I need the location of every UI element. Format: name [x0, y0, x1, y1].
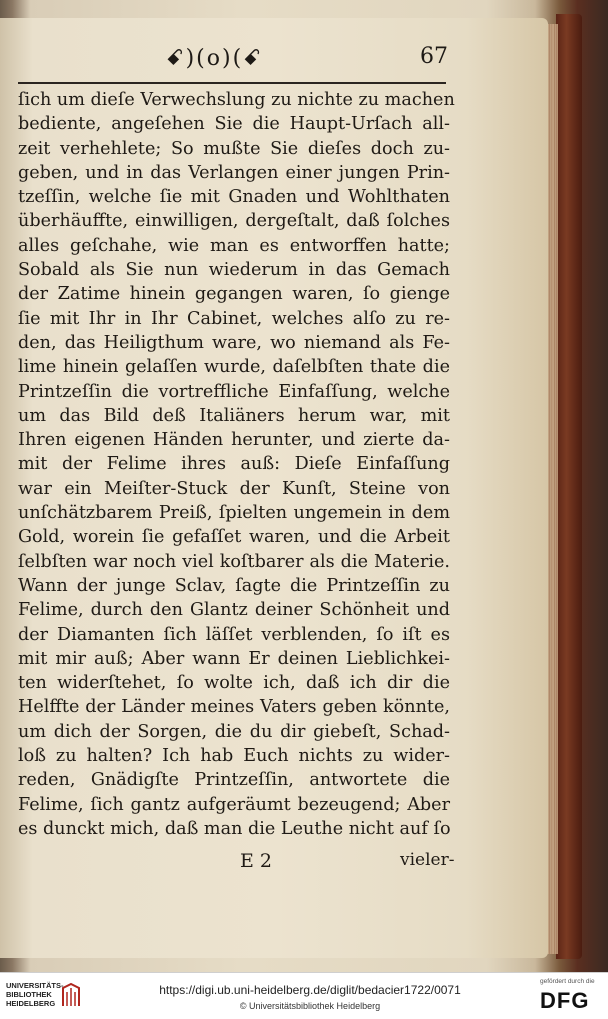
body-text	[18, 88, 455, 841]
text-line: lime hinein gelaſſen wurde, daſelbſten thate die	[18, 357, 450, 378]
book-cover-edge	[556, 14, 582, 959]
page-header	[18, 44, 448, 80]
text-line: es dunckt mich, daß man die Leuthe nicht auf ſo	[18, 818, 451, 839]
text-line: überhäuffte, einwilligen, dergeſtalt, daß ſolches	[18, 211, 450, 232]
text-line: Ihren eigenen Händen herunter, und zierte da-	[18, 430, 450, 451]
page-url-link[interactable]: https://digi.ub.uni-heidelberg.de/diglit/bedacier1722/0071	[159, 983, 461, 997]
text-line: mit der Felime ihres auß: Dieſe Einfaſſung	[18, 454, 450, 475]
text-line: Felime, ſich gantz aufgeräumt bezeugend; Aber	[18, 794, 450, 815]
text-line: ſie mit Ihr in Ihr Cabinet, welches alſo zu re-	[18, 308, 450, 329]
catchword: vieler-	[400, 850, 455, 870]
text-line: Gold, worein ſie gefaſſet waren, und die Arbeit	[18, 527, 450, 548]
text-line: Sobald als Sie nun wiederum in das Gemach	[18, 260, 450, 281]
page-number: 67	[420, 44, 448, 69]
funder-note: gefördert durch die	[540, 978, 595, 985]
text-line: Wann der junge Sclav, ſagte die Printzeſſin zu	[18, 575, 450, 596]
text-line: geben, und in das Verlangen einer jungen Prin-	[18, 162, 450, 183]
text-line: tzeſſin, welche ſie mit Gnaden und Wohlthaten	[18, 187, 450, 208]
viewer-footer-bar	[0, 972, 608, 1019]
header-ornament: ꗃ)(o)(ꗃ	[166, 46, 263, 71]
text-line: bediente, angeſehen Sie die Haupt-Urſach all-	[18, 114, 450, 135]
text-line: der Diamanten ſich läſſet verblenden, ſo iſt es	[18, 624, 450, 645]
dfg-logo[interactable]: DFG	[540, 988, 590, 1013]
text-line: der Zatime hinein gegangen waren, ſo gienge	[18, 284, 450, 305]
text-line: Felime, durch den Glantz deiner Schönheit und	[18, 600, 450, 621]
text-line: Helffte der Länder meines Vaters geben könnte,	[18, 697, 450, 718]
text-line: um das Bild deß Italiäners herum war, mit	[18, 405, 450, 426]
text-line: war ein Meiſter-Stuck der Kunſt, Steine von	[18, 478, 450, 499]
signature-mark: E 2	[240, 850, 272, 872]
text-line: alles geſchahe, wie man es entworffen hatte;	[18, 235, 450, 256]
header-rule	[18, 82, 446, 84]
text-line: ſich um dieſe Verwechslung zu nichte zu machen	[18, 90, 455, 110]
text-line: unſchätzbarem Preiß, ſpielten ungemein in dem	[18, 503, 450, 524]
text-line: zeit verhehlete; So mußte Sie dieſes doch zu-	[18, 138, 450, 159]
text-line: den, das Heiligthum ware, wo niemand als Fe-	[18, 332, 450, 353]
copyright-text: © Universitätsbibliothek Heidelberg	[239, 1001, 381, 1011]
text-line: Printzeſſin die vortreffliche Einfaſſung, welche	[18, 381, 450, 402]
text-line: mit mir auß; Aber wann Er deinen Lieblichkei-	[18, 648, 450, 669]
text-line: ten widerſtehet, ſo wolte ich, daß ich dir die	[18, 673, 450, 694]
library-emblem-icon	[60, 982, 82, 1008]
text-line: ſelbſten war noch viel koſtbarer als die Materie.	[18, 551, 450, 572]
text-line: loß zu halten? Ich hab Euch nichts zu wider-	[18, 746, 450, 767]
text-line: um dich der Sorgen, die du dir giebeſt, Schad-	[18, 721, 450, 742]
text-line: reden, Gnädigſte Printzeſſin, antwortete die	[18, 770, 450, 791]
library-logo-text: UNIVERSITÄTS- BIBLIOTHEK HEIDELBERG	[6, 981, 64, 1008]
